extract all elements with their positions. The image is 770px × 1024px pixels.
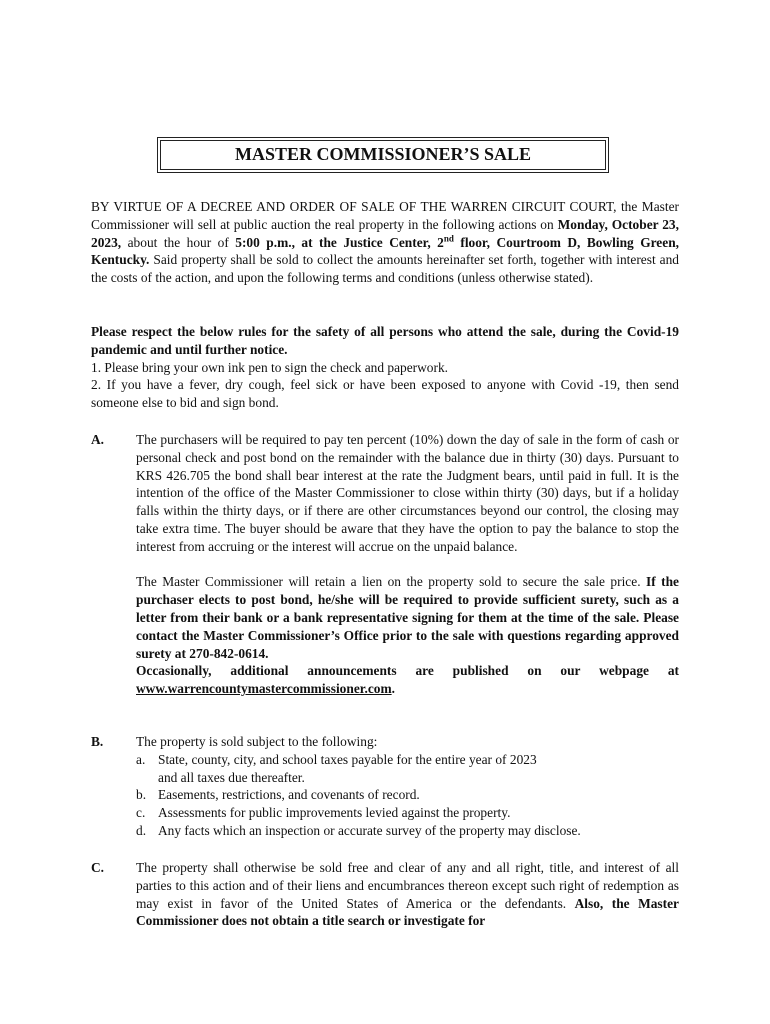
- ordinal-suffix: nd: [443, 233, 454, 244]
- section-a-letter: A.: [91, 432, 105, 447]
- section-a-period: .: [391, 681, 395, 697]
- section-a: [136, 431, 679, 698]
- list-text: State, county, city, and school taxes payable for the entire year of 2023: [158, 751, 537, 767]
- intro-text-2: about the hour of: [127, 234, 229, 250]
- list-marker: b.: [136, 787, 147, 803]
- title-box: [157, 137, 609, 173]
- list-item: [136, 822, 679, 840]
- section-a-announcements: Occasionally, additional announcements are published on our webpage at: [136, 663, 679, 679]
- section-b-letter: B.: [91, 734, 104, 749]
- webpage-link[interactable]: www.warrencountymastercommissioner.com: [136, 681, 392, 697]
- sale-date: Monday, October 23, 2023,: [91, 216, 679, 250]
- list-marker: c.: [136, 805, 146, 821]
- list-marker: d.: [136, 822, 147, 838]
- section-a-surety-notice: If the purchaser elects to post bond, he/she will be required to provide sufficient surety, such as a letter from their bank or a bank representative signing for them at the time of the sale. Please contact the Master Commissioner’s Office prior to the sale with questions regarding approved surety at 270-842-0614.: [136, 574, 679, 661]
- list-text: Assessments for public improvements levied against the property.: [158, 805, 511, 821]
- covid-rule-2: 2. If you have a fever, dry cough, feel sick or have been exposed to anyone with Covid -19, then send someone else to bid and sign bond.: [91, 377, 679, 411]
- section-c: [136, 859, 679, 930]
- list-text: Any facts which an inspection or accurate survey of the property may disclose.: [158, 822, 581, 838]
- section-b: [136, 733, 679, 840]
- list-item: [136, 751, 679, 787]
- intro-text-3: Said property shall be sold to collect the amounts hereinafter set forth, together with interest and the costs of the action, and upon the following terms and conditions (unless otherwise stated).: [91, 252, 679, 286]
- covid-rules: [91, 323, 679, 412]
- section-a-paragraph-1: The purchasers will be required to pay ten percent (10%) down the day of sale in the form of cash or personal check and post bond on the remainder with the balance due in thirty (30) days. Pursuant to KRS 426.705 the bond shall bear interest at the rate the Judgment bears, until paid in full. It is the intention of the office of the Master Commissioner to close within thirty (30) days, but if a holiday falls within the thirty days, or if there are other circumstances beyond our control, the closing may take extra time. The buyer should be aware that they have the option to pay the balance to stop the interest from accruing or the interest will accrue on the unpaid balance.: [136, 432, 679, 554]
- section-c-paragraph: The property shall otherwise be sold free and clear of any and all right, title, and interest of all parties to this action and of their liens and encumbrances thereon except such right of redemption as may exist in favor of the United States of America or the defendants.: [136, 860, 679, 911]
- intro-text-1: BY VIRTUE OF A DECREE AND ORDER OF SALE OF THE WARREN CIRCUIT COURT, the Master Commissioner will sell at public auction the real property in the following actions on: [91, 199, 679, 232]
- list-item: [136, 804, 679, 822]
- sale-time-place-2: floor, Courtroom D, Bowling Green, Kentucky.: [91, 234, 679, 268]
- section-c-title-notice: Also, the Master Commissioner does not obtain a title search or investigate for: [136, 895, 679, 929]
- section-b-intro: The property is sold subject to the following:: [136, 734, 378, 749]
- covid-rule-1: 1. Please bring your own ink pen to sign the check and paperwork.: [91, 359, 448, 375]
- list-item: [136, 786, 679, 804]
- covid-heading: Please respect the below rules for the safety of all persons who attend the sale, during the Covid-19 pandemic and until further notice.: [91, 324, 679, 357]
- section-c-letter: C.: [91, 860, 105, 875]
- sale-time-place-1: 5:00 p.m., at the Justice Center, 2: [235, 234, 444, 250]
- list-text-continued: and all taxes due thereafter.: [158, 769, 305, 785]
- list-marker: a.: [136, 751, 146, 767]
- section-a-paragraph-2: The Master Commissioner will retain a lien on the property sold to secure the sale price.: [136, 574, 641, 590]
- page-title: MASTER COMMISSIONER’S SALE: [160, 140, 606, 170]
- list-text: Easements, restrictions, and covenants of record.: [158, 787, 420, 803]
- intro-paragraph: [91, 198, 679, 287]
